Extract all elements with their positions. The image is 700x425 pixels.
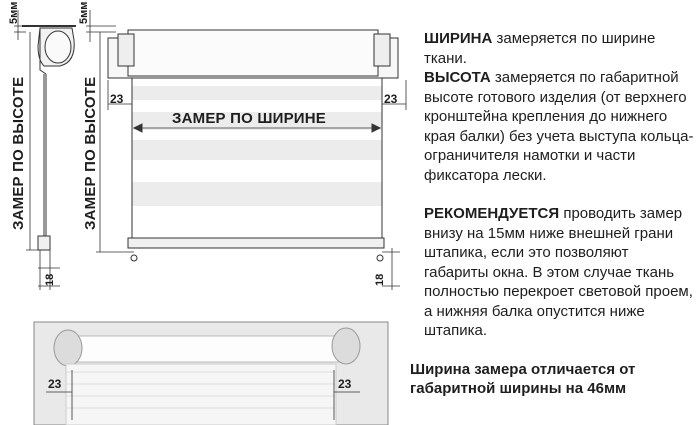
recommend-body: проводить замер внизу на 15мм ниже внешней грани штапика, если это позволяют габариты окна. В этом случае ткань полностью перекроет световой проем, а нижняя балка опустится ниже штапика.	[424, 205, 693, 339]
top-margin-label-left: 5мм	[8, 1, 20, 24]
recommend-heading: РЕКОМЕНДУЕТСЯ	[424, 205, 560, 222]
note-text: Ширина замера отличается от габаритной ширины на 46мм	[410, 360, 636, 397]
width-paragraph	[410, 29, 694, 68]
front-view	[86, 10, 406, 290]
note-paragraph	[410, 360, 694, 399]
height-heading: ВЫСОТА	[424, 69, 491, 86]
bottom-offset-left: 18	[44, 273, 56, 286]
recommend-paragraph	[410, 204, 694, 341]
side-offset-right: 23	[384, 92, 398, 106]
height-body: замеряется по габаритной высоте готового изделия (от верхнего кронштейна крепления до нижнего края балки) без учета выступа кольца-ограничителя намотки и части фиксатора лески.	[424, 69, 694, 184]
product-photo	[34, 322, 388, 425]
photo-offset-left: 23	[48, 377, 62, 391]
height-label-left: ЗАМЕР ПО ВЫСОТЕ	[10, 76, 27, 230]
photo-offset-right: 23	[338, 377, 352, 391]
height-label-front: ЗАМЕР ПО ВЫСОТЕ	[82, 76, 99, 230]
top-margin-label-front: 5мм	[78, 1, 90, 24]
width-heading: ШИРИНА	[424, 30, 493, 47]
side-offset-left: 23	[110, 92, 124, 106]
width-body: замеряется по ширине ткани.	[424, 30, 656, 67]
width-label: ЗАМЕР ПО ШИРИНЕ	[172, 110, 326, 127]
height-paragraph	[410, 68, 694, 185]
bottom-offset-right: 18	[374, 273, 386, 286]
explanation-text	[410, 29, 694, 399]
